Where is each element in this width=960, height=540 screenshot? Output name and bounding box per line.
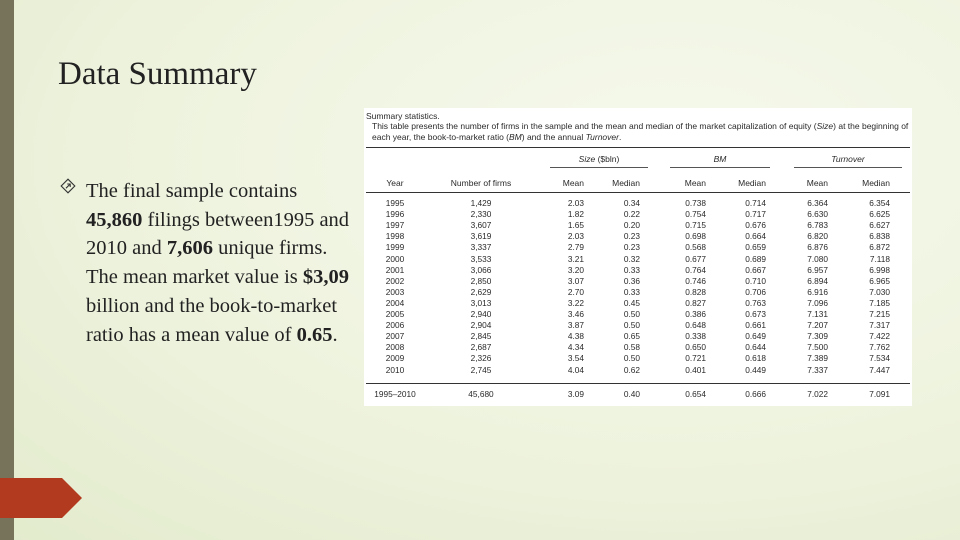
table-total-rule [366, 383, 910, 384]
table-caption-description [372, 121, 910, 143]
table-cell: 3.21 [567, 253, 584, 264]
table-cell: 3.46 [567, 309, 584, 319]
table-cell: 0.664 [745, 231, 766, 242]
table-cell: 3,066 [470, 264, 492, 275]
column-header: Median [738, 178, 766, 188]
table-top-rule [366, 147, 910, 148]
table-cell: 3,013 [470, 297, 492, 308]
table-cell: 3,533 [470, 253, 492, 264]
column-header: Mean [806, 178, 828, 188]
group-header-rule [550, 167, 648, 168]
caption-text-run: ) and the annual [521, 132, 586, 142]
table-cell: 2,330 [470, 209, 492, 220]
column-header: Mean [684, 178, 706, 188]
table-cell: 0.661 [745, 320, 766, 331]
table-cell: 6.783 [807, 220, 828, 231]
table-cell: 0.62 [623, 364, 640, 375]
table-cell: 6.965 [869, 275, 890, 286]
table-cell: 2001 [385, 264, 405, 275]
table-cell: 0.20 [623, 220, 640, 231]
table-cell: 2004 [385, 297, 405, 308]
table-cell: 0.714 [745, 198, 766, 208]
table-cell: 0.738 [685, 198, 706, 208]
table-cell: 3.20 [567, 264, 584, 275]
table-cell: 0.763 [745, 297, 766, 308]
table-cell: 6.354 [869, 198, 890, 208]
bullet-text-run: . [332, 323, 338, 346]
column-header: Year [386, 178, 404, 188]
table-cell: 0.689 [745, 253, 766, 264]
table-cell: 2,687 [470, 342, 492, 353]
table-cell: 4.38 [567, 331, 584, 342]
table-cell: 0.23 [623, 242, 640, 253]
table-cell: 0.746 [685, 275, 706, 286]
table-caption-title: Summary statistics. [366, 111, 440, 121]
table-cell: 2005 [385, 309, 405, 319]
table-cell: 7.118 [869, 253, 890, 264]
table-cell: 7.096 [807, 297, 828, 308]
table-cell: 0.58 [623, 342, 640, 353]
table-cell: 7.534 [869, 353, 890, 364]
table-cell: 0.33 [623, 286, 640, 297]
table-cell: 7.337 [807, 364, 828, 375]
table-cell: 0.676 [745, 220, 766, 231]
column-header: Mean [562, 178, 584, 188]
table-cell: 2,326 [470, 353, 492, 364]
table-cell: 0.36 [623, 275, 640, 286]
table-cell: 7.447 [869, 364, 890, 375]
bullet-text-run: filings between1995 and 2010 and [86, 208, 350, 260]
table-cell: 3.87 [567, 320, 584, 331]
table-cell: 0.644 [745, 342, 766, 353]
total-row-cell: 0.654 [685, 389, 706, 399]
table-cell: 0.710 [745, 275, 766, 286]
table-cell: 6.876 [807, 242, 828, 253]
summary-statistics-table [364, 108, 912, 406]
table-cell: 3.22 [567, 297, 584, 308]
left-accent-bar [0, 0, 14, 540]
table-cell: 2,745 [470, 364, 492, 375]
table-cell: 2006 [385, 320, 405, 331]
table-cell: 2,904 [470, 320, 492, 331]
table-cell: 7.207 [807, 320, 828, 331]
table-cell: 6.957 [807, 264, 828, 275]
table-cell: 1999 [385, 242, 405, 253]
table-cell: 0.50 [623, 320, 640, 331]
table-cell: 7.422 [869, 331, 890, 342]
table-cell: 0.50 [623, 353, 640, 364]
group-header-rule [670, 167, 770, 168]
table-cell: 0.715 [685, 220, 706, 231]
table-cell: 6.364 [807, 198, 828, 208]
table-cell: 1995 [385, 198, 405, 208]
table-cell: 6.916 [807, 286, 828, 297]
table-cell: 2000 [385, 253, 405, 264]
table-cell: 0.667 [745, 264, 766, 275]
table-cell: 1.65 [567, 220, 584, 231]
table-cell: 2.03 [567, 231, 584, 242]
table-cell: 7.389 [807, 353, 828, 364]
table-cell: 2,850 [470, 275, 492, 286]
table-cell: 0.754 [685, 209, 706, 220]
bullet-highlight-value: 45,860 [86, 208, 143, 231]
caption-text-run: Turnover [585, 132, 619, 142]
table-cell: 0.650 [685, 342, 706, 353]
table-cell: 4.34 [567, 342, 584, 353]
bullet-text-run: unique firms. The mean market value is [86, 237, 328, 289]
table-cell: 0.698 [685, 231, 706, 242]
table-cell: 0.677 [685, 253, 706, 264]
table-cell: 0.764 [685, 264, 706, 275]
table-cell: 7.185 [869, 297, 890, 308]
diamond-arrow-bullet-icon [60, 178, 76, 194]
table-cell: 3.54 [567, 353, 584, 364]
table-cell: 7.030 [869, 286, 890, 297]
table-cell: 2.03 [567, 198, 584, 208]
table-header-rule [366, 192, 910, 193]
bullet-highlight-value: 0.65 [296, 323, 333, 346]
total-row-cell: 7.022 [807, 389, 828, 399]
table-cell: 0.45 [623, 297, 640, 308]
caption-text-run: Size [816, 121, 834, 131]
table-cell: 0.338 [685, 331, 706, 342]
table-cell: 0.827 [685, 297, 706, 308]
table-cell: 3.07 [567, 275, 584, 286]
table-cell: 0.50 [623, 309, 640, 319]
slide-title: Data Summary [58, 56, 257, 92]
table-cell: 2010 [385, 364, 405, 375]
table-cell: 2.70 [567, 286, 584, 297]
column-header: Median [862, 178, 890, 188]
table-cell: 6.894 [807, 275, 828, 286]
table-cell: 0.65 [623, 331, 640, 342]
table-cell: 0.34 [623, 198, 640, 208]
bullet-text-run: The final sample contains [86, 180, 298, 202]
table-cell: 2002 [385, 275, 405, 286]
table-cell: 0.23 [623, 231, 640, 242]
table-cell: 0.401 [685, 364, 706, 375]
table-cell: 0.568 [685, 242, 706, 253]
table-cell: 1997 [385, 220, 405, 231]
table-cell: 0.386 [685, 309, 706, 319]
table-cell: 7.762 [869, 342, 890, 353]
total-row-cell: 7.091 [869, 389, 890, 399]
table-cell: 2.79 [567, 242, 584, 253]
bullet-text-run: billion and the book-to-market ratio has a mean value of [86, 294, 338, 346]
column-header: Median [612, 178, 640, 188]
arrow-tab-decoration [0, 478, 82, 518]
table-cell: 2,940 [470, 309, 492, 319]
table-cell: 3,607 [470, 220, 492, 231]
table-cell: 0.449 [745, 364, 766, 375]
column-header: Number of firms [450, 178, 512, 188]
bullet-item [60, 177, 350, 349]
total-row-cell: 3.09 [567, 389, 584, 399]
group-header: BM [713, 154, 727, 164]
table-cell: 1996 [385, 209, 405, 220]
group-header: Turnover [831, 154, 865, 164]
bullet-highlight-value: $3,09 [302, 266, 349, 289]
caption-text-run: BM [509, 132, 522, 142]
table-cell: 6.872 [869, 242, 890, 253]
table-cell: 7.215 [869, 309, 890, 319]
table-cell: 0.659 [745, 242, 766, 253]
total-row-cell: 45,680 [468, 389, 494, 399]
table-cell: 0.22 [623, 209, 640, 220]
total-row-cell: 0.40 [623, 389, 640, 399]
table-cell: 6.630 [807, 209, 828, 220]
table-cell: 0.649 [745, 331, 766, 342]
table-cell: 6.625 [869, 209, 890, 220]
table-cell: 6.820 [807, 231, 828, 242]
table-cell: 0.706 [745, 286, 766, 297]
table-cell: 7.080 [807, 253, 828, 264]
table-cell: 4.04 [567, 364, 584, 375]
table-cell: 0.32 [623, 253, 640, 264]
group-header-rule [794, 167, 902, 168]
table-cell: 3,619 [470, 231, 492, 242]
table-cell: 7.131 [807, 309, 828, 319]
table-cell: 6.627 [869, 220, 890, 231]
caption-text-run: This table presents the number of firms in the sample and the mean and median of the market capitalization of equity ( [372, 121, 817, 131]
table-cell: 0.33 [623, 264, 640, 275]
table-cell: 2008 [385, 342, 405, 353]
table-cell: 0.673 [745, 309, 766, 319]
bullet-highlight-value: 7,606 [166, 237, 213, 260]
table-cell: 6.998 [869, 264, 890, 275]
table-cell: 0.828 [685, 286, 706, 297]
table-cell: 7.317 [869, 320, 890, 331]
table-cell: 3,337 [470, 242, 492, 253]
table-cell: 2009 [385, 353, 405, 364]
caption-text-run: . [618, 132, 622, 142]
table-cell: 1.82 [567, 209, 584, 220]
total-row-cell: 0.666 [745, 389, 766, 399]
table-cell: 2,629 [470, 286, 492, 297]
bullet-text [86, 177, 350, 349]
table-cell: 1,429 [470, 198, 492, 208]
caption-text-run: ) at the beginning of each year, the book-to-market ratio ( [372, 121, 909, 142]
table-cell: 2,845 [470, 331, 492, 342]
total-row-cell: 1995–2010 [374, 389, 416, 399]
table-cell: 2003 [385, 286, 405, 297]
table-cell: 0.618 [745, 353, 766, 364]
table-cell: 2007 [385, 331, 405, 342]
table-cell: 0.721 [685, 353, 706, 364]
group-header: Size ($bln) [578, 154, 620, 164]
table-cell: 7.309 [807, 331, 828, 342]
table-cell: 7.500 [807, 342, 828, 353]
table-cell: 0.648 [685, 320, 706, 331]
table-cell: 6.838 [869, 231, 890, 242]
table-cell: 1998 [385, 231, 405, 242]
table-cell: 0.717 [745, 209, 766, 220]
